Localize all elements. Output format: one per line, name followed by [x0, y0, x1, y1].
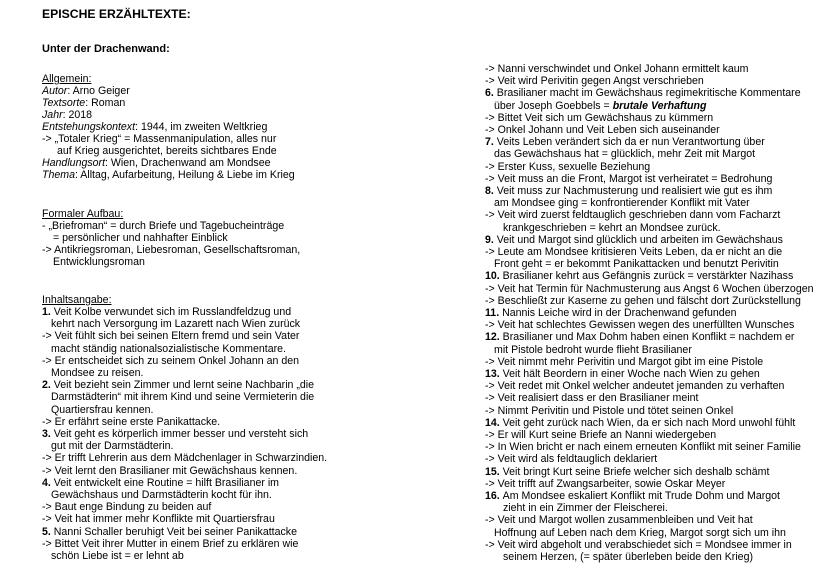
summary-text: -> Veit hat Termin für Nachmusterung aus Angst 6 Wochen überzogen: [485, 282, 814, 295]
summary-number: 10.: [485, 270, 503, 283]
summary-text: -> Baut enge Bindung zu beiden auf: [42, 501, 212, 514]
summary-line: [485, 478, 725, 490]
summary-number: 9.: [485, 233, 497, 246]
summary-line: [485, 112, 713, 124]
summary-line: [485, 356, 763, 368]
kontext-note-1: -> „Totaler Krieg“ = Massenmanipulation, alles nur: [42, 133, 277, 145]
summary-number: 13.: [485, 368, 503, 380]
summary-line: [494, 100, 706, 112]
summary-text: Front geht = er bekommt Panikattacken und benutzt Perivitin: [494, 258, 779, 271]
summary-text: -> Onkel Johann und Veit Leben sich auseinander: [485, 124, 720, 136]
summary-line: [485, 124, 720, 136]
jahr-value: : 2018: [62, 109, 93, 121]
summary-text: -> Veit nimmt mehr Perivitin und Margot gibt im eine Pistole: [485, 355, 764, 368]
summary-text: -> Er entscheidet sich zu seinem Onkel Johann an den: [42, 354, 300, 367]
summary-line: [494, 527, 786, 539]
summary-text: Mondsee zu reisen.: [51, 367, 144, 379]
summary-number: 7.: [485, 136, 497, 149]
summary-text: Nannis Leiche wird in der Drachenwand gefunden: [502, 307, 737, 319]
kontext-label: Entstehungskontext: [42, 121, 136, 133]
summary-line: [485, 392, 698, 404]
inhalt-heading: Inhaltsangabe:: [42, 294, 112, 306]
textsorte-label: Textsorte: [42, 97, 86, 109]
summary-line: [51, 391, 314, 403]
summary-number: 16.: [485, 490, 503, 502]
summary-text: -> Beschließt zur Kaserne zu gehen und fälscht dort Zurückstellung: [485, 294, 801, 307]
summary-text: Veit bezieht sein Zimmer und lernt seine Nachbarin „die: [53, 379, 315, 392]
summary-text: Veit hält Beordern in einer Woche nach Wien zu gehen: [502, 368, 760, 380]
aufbau-line-3: -> Antikriegsroman, Liebesroman, Gesellschaftsroman,: [42, 244, 301, 256]
thema-line: [42, 169, 295, 181]
summary-text: -> Er trifft Lehrerin aus dem Mädchenlager in Schwarzindien.: [42, 452, 328, 465]
summary-line: [503, 222, 721, 234]
summary-line: [494, 344, 692, 356]
summary-line: [51, 343, 286, 355]
summary-line: [51, 489, 272, 501]
summary-text: Veit geht zurück nach Wien, da er sich nach Mord unwohl fühlt: [502, 416, 796, 429]
summary-line: [485, 75, 704, 87]
summary-line: [51, 318, 300, 330]
aufbau-line-1: - „Briefroman“ = durch Briefe und Tagebucheinträge: [42, 220, 285, 232]
summary-number: 4.: [42, 476, 54, 489]
summary-text: am Mondsee ging = konfrontierender Konflikt mit Vater: [494, 197, 750, 210]
summary-text: -> Er erfährt seine erste Panikattacke.: [42, 415, 221, 428]
summary-text: Brasilianer kehrt aus Gefängnis zurück = verstärkter Nazihass: [502, 270, 794, 283]
textsorte-line: [42, 97, 125, 109]
summary-number: 11.: [485, 307, 503, 319]
summary-line: [42, 526, 297, 538]
summary-text: zieht in ein Zimmer der Fleischerei.: [503, 502, 668, 515]
summary-text: -> Nimmt Perivitin und Pistole und tötet seinen Onkel: [485, 404, 734, 417]
summary-line: [485, 453, 657, 465]
jahr-line: [42, 109, 92, 121]
summary-text: Brasilianer macht im Gewächshaus regimekritische Kommentare: [496, 87, 801, 100]
handlungsort-line: [42, 157, 270, 169]
aufbau-line-4: Entwicklungsroman: [53, 256, 145, 268]
kontext-value: : 1944, im zweiten Weltkrieg: [135, 121, 268, 133]
summary-text: Brasilianer und Max Dohm haben einen Konflikt = nachdem er: [502, 331, 795, 344]
summary-text: -> Veit muss an die Front, Margot ist verheiratet = Bedrohung: [485, 172, 773, 185]
summary-line: [42, 379, 314, 391]
summary-text: krankgeschrieben = kehrt an Mondsee zurück.: [503, 221, 721, 234]
summary-text: Veit Kolbe verwundet sich im Russlandfeldzug und: [53, 306, 292, 318]
summary-text: -> Veit wird Perivitin gegen Angst verschrieben: [485, 75, 704, 88]
summary-text: -> Er will Kurt seine Briefe an Nanni wiedergeben: [485, 429, 717, 441]
aufbau-heading: Formaler Aufbau:: [42, 208, 124, 220]
summary-text: -> Veit und Margot wollen zusammenbleiben und Veit hat: [485, 514, 753, 527]
summary-line: [485, 295, 801, 307]
summary-text: Gewächshaus und Darmstädterin kocht für ihn.: [51, 489, 272, 501]
summary-line: [42, 513, 275, 525]
summary-text: -> Veit trifft auf Zwangsarbeiter, sowie Oskar Meyer: [485, 477, 726, 490]
summary-text: Hoffnung auf Leben nach dem Krieg, Margot sorgt sich um ihn: [494, 526, 786, 539]
summary-number: 8.: [485, 185, 497, 197]
summary-number: 3.: [42, 428, 54, 440]
summary-number: 14.: [485, 416, 503, 429]
summary-number: 6.: [485, 87, 497, 100]
summary-number: 2.: [42, 379, 54, 392]
summary-text: gut mit der Darmstädterin.: [51, 440, 174, 453]
summary-line: [485, 441, 801, 453]
summary-line: [42, 452, 327, 464]
ort-value: : Wien, Drachenwand am Mondsee: [105, 157, 271, 169]
summary-text: macht ständig nationalsozialistische Kommentare.: [51, 342, 286, 355]
summary-line: [42, 330, 299, 342]
jahr-label: Jahr: [42, 109, 63, 121]
summary-text: Darmstädterin“ mit ihrem Kind und seine Vermieterin die: [51, 391, 315, 404]
document-title: EPISCHE ERZÄHLTEXTE:: [42, 7, 191, 21]
summary-text: seinem Herzen, (= später überleben beide den Krieg): [503, 551, 753, 563]
summary-line: [42, 306, 291, 318]
aufbau-line-2: = persönlicher und nahhafter Einblick: [53, 232, 228, 244]
summary-line: [485, 234, 783, 246]
summary-text: Veit muss zur Nachmusterung und realisiert wie gut es ihm: [496, 185, 773, 197]
summary-line: [485, 405, 733, 417]
summary-text: -> Veit fühlt sich bei seinen Eltern fremd und sein Vater: [42, 330, 300, 343]
summary-line: [485, 319, 794, 331]
ort-label: Handlungsort: [42, 157, 106, 169]
summary-line: [494, 148, 755, 160]
textsorte-value: : Roman: [85, 97, 126, 109]
summary-line: [485, 514, 753, 526]
summary-number: 5.: [42, 525, 54, 538]
summary-line: [494, 197, 750, 209]
summary-text: schön Liebe ist = er lehnt ab: [51, 550, 184, 562]
summary-line: [503, 502, 668, 514]
summary-line: [485, 307, 736, 319]
summary-line: [485, 185, 772, 197]
summary-text: Veit geht es körperlich immer besser und versteht sich: [53, 428, 309, 440]
summary-text: mit Pistole bedroht wurde flieht Brasilianer: [494, 343, 692, 356]
summary-number: 12.: [485, 331, 503, 344]
summary-number: 1.: [42, 306, 54, 318]
autor-label: Autor: [42, 85, 68, 97]
summary-line: [485, 161, 650, 173]
summary-text: Veit bringt Kurt seine Briefe welcher sich deshalb schämt: [502, 465, 770, 478]
summary-line: [485, 368, 760, 380]
kontext-line: [42, 121, 267, 133]
summary-text: -> Nanni verschwindet und Onkel Johann ermittelt kaum: [485, 63, 749, 75]
summary-text: -> Veit realisiert dass er den Brasilianer meint: [485, 392, 699, 405]
book-subtitle: Unter der Drachenwand:: [42, 43, 170, 55]
summary-line: [42, 465, 297, 477]
summary-text: -> Veit wird als feldtauglich deklariert: [485, 453, 658, 466]
summary-text: -> Veit hat immer mehr Konflikte mit Quartiersfrau: [42, 513, 275, 526]
summary-line: [485, 246, 782, 258]
autor-value: : Arno Geiger: [67, 85, 130, 97]
summary-emphasis: brutale Verhaftung: [612, 99, 707, 112]
summary-line: [51, 367, 143, 379]
summary-text: kehrt nach Versorgung im Lazarett nach Wien zurück: [51, 318, 301, 331]
summary-line: [42, 538, 298, 550]
summary-line: [485, 283, 814, 295]
thema-value: : Alltag, Aufarbeitung, Heilung & Liebe im Krieg: [74, 169, 295, 181]
summary-text: Quartiersfrau kennen.: [51, 403, 154, 416]
summary-text: -> Erster Kuss, sexuelle Beziehung: [485, 160, 651, 173]
summary-line: [485, 270, 793, 282]
summary-line: [494, 258, 779, 270]
thema-label: Thema: [42, 169, 75, 181]
summary-line: [42, 428, 308, 440]
summary-line: [503, 551, 753, 563]
summary-text: über Joseph Goebbels =: [494, 99, 613, 112]
summary-number: 15.: [485, 465, 503, 478]
summary-line: [42, 477, 279, 489]
summary-text: -> Bittet Veit ihrer Mutter in einem Brief zu erklären wie: [42, 537, 299, 550]
kontext-note-2: auf Krieg ausgerichtet, bereits sichtbares Ende: [57, 145, 277, 157]
summary-line: [485, 466, 769, 478]
summary-line: [485, 539, 792, 551]
summary-line: [485, 331, 794, 343]
summary-line: [485, 429, 716, 441]
summary-text: -> Leute am Mondsee kritisieren Veits Leben, da er nicht an die: [485, 246, 783, 258]
summary-line: [51, 404, 153, 416]
summary-text: -> Veit wird zuerst feldtauglich geschrieben dann vom Facharzt: [485, 209, 781, 222]
summary-text: -> Veit hat schlechtes Gewissen wegen des unerfüllten Wunsches: [485, 319, 795, 332]
autor-line: [42, 85, 130, 97]
summary-line: [485, 173, 772, 185]
summary-line: [42, 355, 299, 367]
summary-line: [485, 87, 801, 99]
summary-line: [485, 417, 795, 429]
summary-line: [42, 501, 211, 513]
summary-line: [51, 440, 173, 452]
summary-text: Nanni Schaller beruhigt Veit bei seiner Panikattacke: [53, 525, 297, 538]
summary-line: [51, 550, 184, 562]
summary-text: -> Veit lernt den Brasilianer mit Gewächshaus kennen.: [42, 464, 298, 477]
summary-text: -> In Wien bricht er nach einem erneuten Konflikt mit seiner Familie: [485, 441, 801, 454]
summary-line: [485, 63, 749, 75]
summary-line: [485, 380, 784, 392]
allgemein-heading: Allgemein:: [42, 73, 92, 85]
summary-line: [42, 416, 220, 428]
summary-text: -> Veit redet mit Onkel welcher andeutet jemanden zu verhaften: [485, 380, 785, 393]
summary-text: Am Mondsee eskaliert Konflikt mit Trude Dohm und Margot: [502, 490, 780, 502]
summary-line: [485, 209, 780, 221]
summary-line: [485, 136, 765, 148]
summary-line: [485, 490, 780, 502]
summary-text: -> Bittet Veit sich um Gewächshaus zu kümmern: [485, 111, 714, 124]
summary-text: das Gewächshaus hat = glücklich, mehr Zeit mit Margot: [494, 148, 756, 161]
summary-text: Veit und Margot sind glücklich und arbeiten im Gewächshaus: [496, 233, 783, 246]
summary-text: -> Veit wird abgeholt und verabschiedet sich = Mondsee immer in: [485, 538, 792, 551]
summary-text: Veits Leben verändert sich da er nun Verantwortung über: [496, 136, 765, 149]
summary-text: Veit entwickelt eine Routine = hilft Brasilianer im: [53, 476, 280, 489]
